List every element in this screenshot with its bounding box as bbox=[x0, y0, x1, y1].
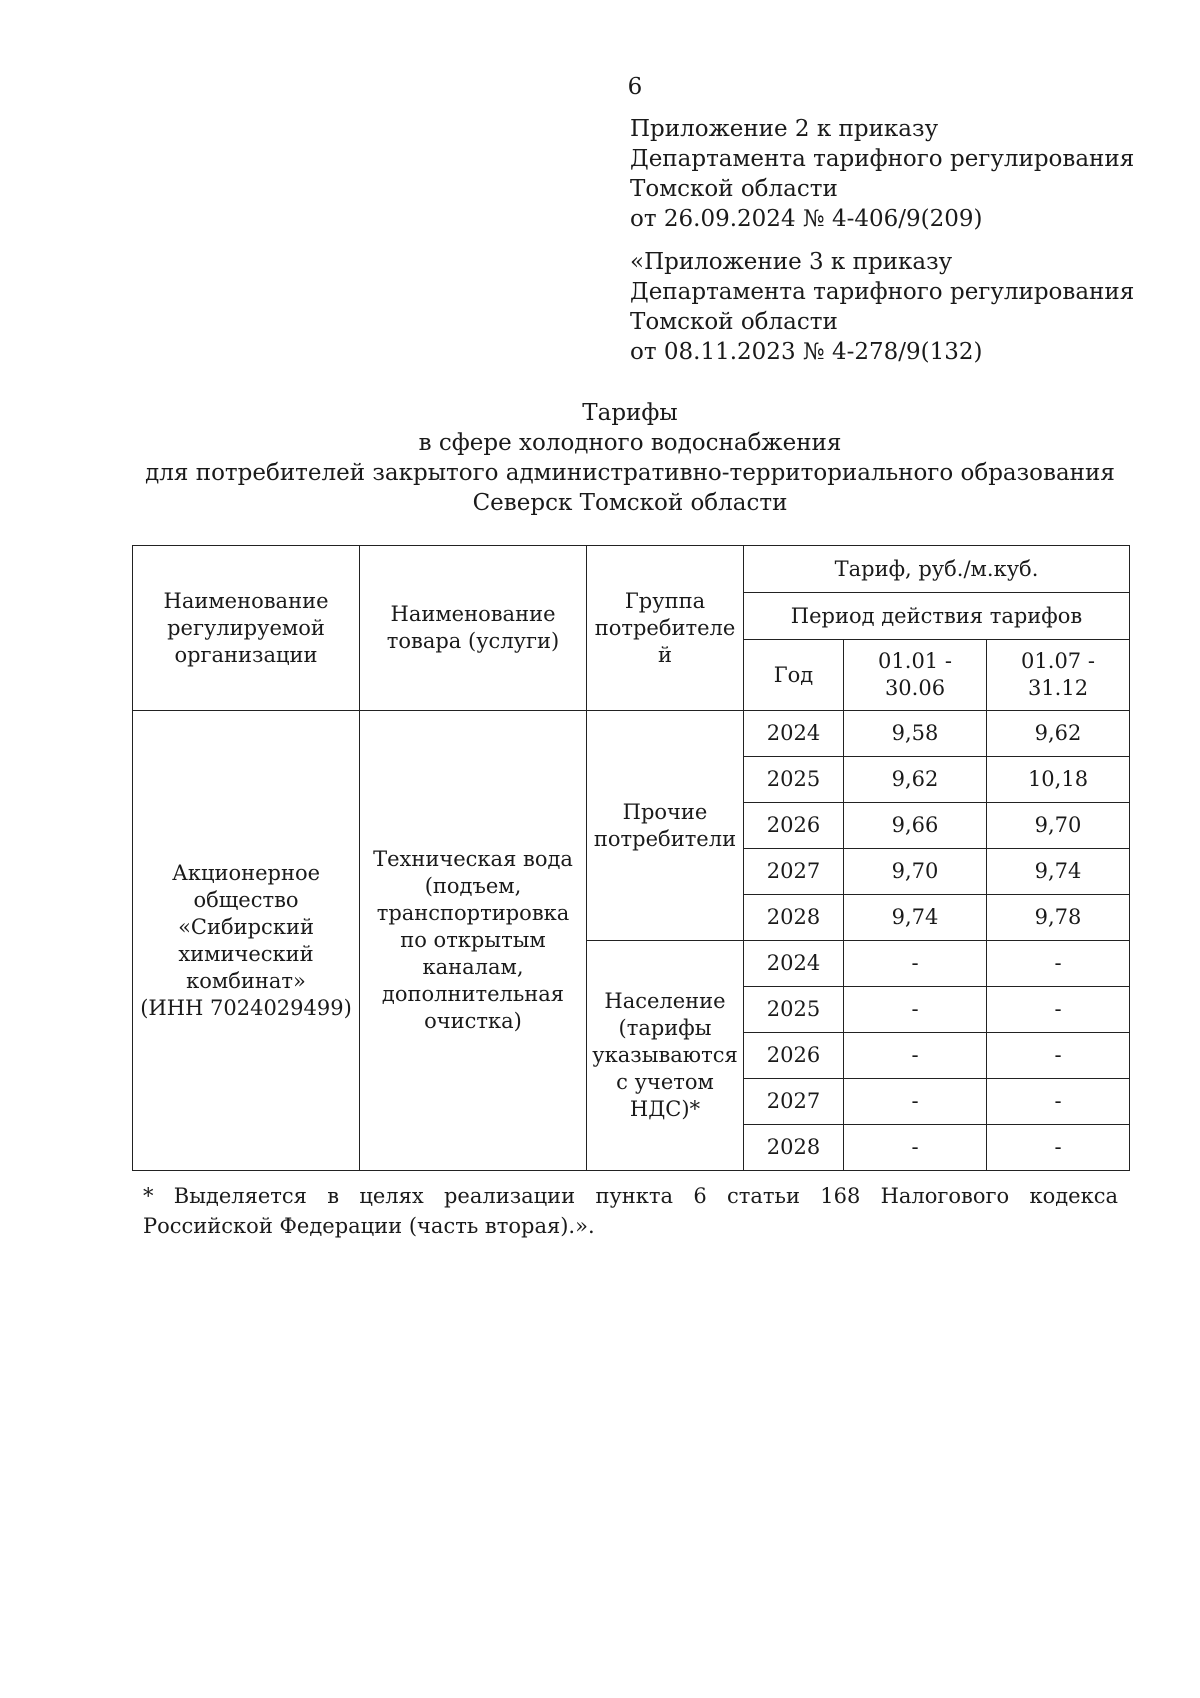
tariff-table-body bbox=[133, 546, 1130, 1171]
header-product-line: Наименование bbox=[390, 602, 556, 626]
table-row bbox=[133, 711, 1130, 757]
approval-1-line: Департамента тарифного регулирования bbox=[630, 146, 1135, 172]
org-name-cell bbox=[133, 711, 360, 1171]
header-half1-line: 01.01 - bbox=[878, 649, 952, 673]
org-name-line: Акционерное bbox=[171, 860, 321, 885]
header-org-cell bbox=[133, 546, 360, 711]
tariff-half2-cell: 9,74 bbox=[987, 849, 1130, 895]
org-name-line: общество bbox=[193, 887, 299, 912]
tariff-half2-cell: - bbox=[987, 1125, 1130, 1171]
tariff-half2-cell: - bbox=[987, 1079, 1130, 1125]
header-half1-cell bbox=[844, 640, 987, 711]
consumer-group-line: (тарифы bbox=[618, 1016, 712, 1040]
header-org-line: организации bbox=[174, 642, 318, 667]
tariff-half1-cell: 9,66 bbox=[844, 803, 987, 849]
year-cell: 2025 bbox=[744, 987, 844, 1033]
product-name-line: транспортировка bbox=[376, 901, 570, 925]
header-half2-line: 01.07 - bbox=[1021, 649, 1095, 673]
year-cell: 2025 bbox=[744, 757, 844, 803]
header-half2-line: 31.12 bbox=[1027, 676, 1089, 700]
header-group-line: потребителе bbox=[594, 615, 736, 640]
header-org-line: Наименование bbox=[163, 588, 329, 613]
consumer-group-cell bbox=[587, 941, 744, 1171]
product-name-line: очистка) bbox=[424, 1009, 522, 1033]
tariff-half2-cell: - bbox=[987, 987, 1130, 1033]
tariff-half1-cell: - bbox=[844, 1033, 987, 1079]
tariff-half2-cell: - bbox=[987, 941, 1130, 987]
consumer-group-line: Прочие bbox=[622, 799, 708, 824]
product-name-line: дополнительная bbox=[381, 982, 565, 1006]
title-line: Северск Томской области bbox=[472, 490, 788, 516]
year-cell: 2027 bbox=[744, 849, 844, 895]
consumer-group-line: с учетом bbox=[616, 1070, 714, 1094]
footnote: * Выделяется в целях реализации пункта 6 статьи 168 Налогового кодекса Российской Федерации (часть вторая).». bbox=[143, 1184, 1118, 1238]
document-title bbox=[0, 398, 1200, 518]
tariff-half2-cell: 9,70 bbox=[987, 803, 1130, 849]
approval-2-line: от 08.11.2023 № 4-278/9(132) bbox=[630, 339, 983, 365]
year-cell: 2024 bbox=[744, 941, 844, 987]
tariff-half2-cell: 9,78 bbox=[987, 895, 1130, 941]
year-cell: 2026 bbox=[744, 1033, 844, 1079]
tariff-half1-cell: 9,58 bbox=[844, 711, 987, 757]
tariff-half2-cell: 9,62 bbox=[987, 711, 1130, 757]
header-group-cell bbox=[587, 546, 744, 711]
header-product-cell bbox=[360, 546, 587, 711]
approval-2-line: «Приложение 3 к приказу bbox=[630, 249, 953, 275]
approval-2-line: Департамента тарифного регулирования bbox=[630, 279, 1135, 305]
year-cell: 2028 bbox=[744, 895, 844, 941]
product-name-line: (подъем, bbox=[424, 874, 522, 898]
approval-1-line: Томской области bbox=[630, 176, 838, 202]
header-period-cell: Период действия тарифов bbox=[744, 593, 1130, 640]
consumer-group-line: НДС)* bbox=[629, 1097, 701, 1121]
header-row bbox=[133, 546, 1130, 593]
consumer-group-line: указываются bbox=[592, 1043, 738, 1067]
tariff-half2-cell: - bbox=[987, 1033, 1130, 1079]
tariff-half1-cell: 9,62 bbox=[844, 757, 987, 803]
header-group-line: й bbox=[658, 642, 672, 667]
tariff-half1-cell: - bbox=[844, 1125, 987, 1171]
year-cell: 2027 bbox=[744, 1079, 844, 1125]
header-half1-line: 30.06 bbox=[884, 676, 946, 700]
org-name-line: химический bbox=[178, 941, 314, 966]
approval-1-line: Приложение 2 к приказу bbox=[630, 116, 939, 142]
tariff-half2-cell: 10,18 bbox=[987, 757, 1130, 803]
header-year-cell: Год bbox=[744, 640, 844, 711]
header-org-line: регулируемой bbox=[167, 615, 325, 640]
product-name-line: Техническая вода bbox=[373, 847, 573, 871]
org-name-line: «Сибирский bbox=[178, 914, 314, 939]
tariff-half1-cell: 9,70 bbox=[844, 849, 987, 895]
product-name-line: каналам, bbox=[422, 955, 524, 979]
product-name-cell bbox=[360, 711, 587, 1171]
year-cell: 2026 bbox=[744, 803, 844, 849]
approval-1-line: от 26.09.2024 № 4-406/9(209) bbox=[630, 206, 983, 232]
year-cell: 2028 bbox=[744, 1125, 844, 1171]
year-cell: 2024 bbox=[744, 711, 844, 757]
tariff-half1-cell: 9,74 bbox=[844, 895, 987, 941]
approval-2-line: Томской области bbox=[630, 309, 838, 335]
header-product-line: товара (услуги) bbox=[386, 629, 560, 653]
consumer-group-line: потребители bbox=[593, 826, 737, 851]
approval-block-1 bbox=[630, 114, 1190, 234]
header-tariff-cell: Тариф, руб./м.куб. bbox=[744, 546, 1130, 593]
tariff-table bbox=[132, 545, 1130, 1171]
title-line: для потребителей закрытого административно-территориального образования bbox=[145, 460, 1115, 486]
tariff-half1-cell: - bbox=[844, 1079, 987, 1125]
tariff-half1-cell: - bbox=[844, 941, 987, 987]
title-line: в сфере холодного водоснабжения bbox=[418, 430, 842, 456]
tariff-half1-cell: - bbox=[844, 987, 987, 1033]
page-number: 6 bbox=[627, 74, 643, 100]
org-name-line: (ИНН 7024029499) bbox=[140, 995, 352, 1020]
product-name-line: по открытым bbox=[400, 928, 546, 952]
consumer-group-line: Население bbox=[604, 989, 726, 1013]
header-half2-cell bbox=[987, 640, 1130, 711]
header-group-line: Группа bbox=[624, 588, 706, 613]
org-name-line: комбинат» bbox=[186, 968, 306, 993]
approval-block-2 bbox=[630, 247, 1190, 367]
title-line: Тарифы bbox=[582, 400, 678, 426]
consumer-group-cell bbox=[587, 711, 744, 941]
